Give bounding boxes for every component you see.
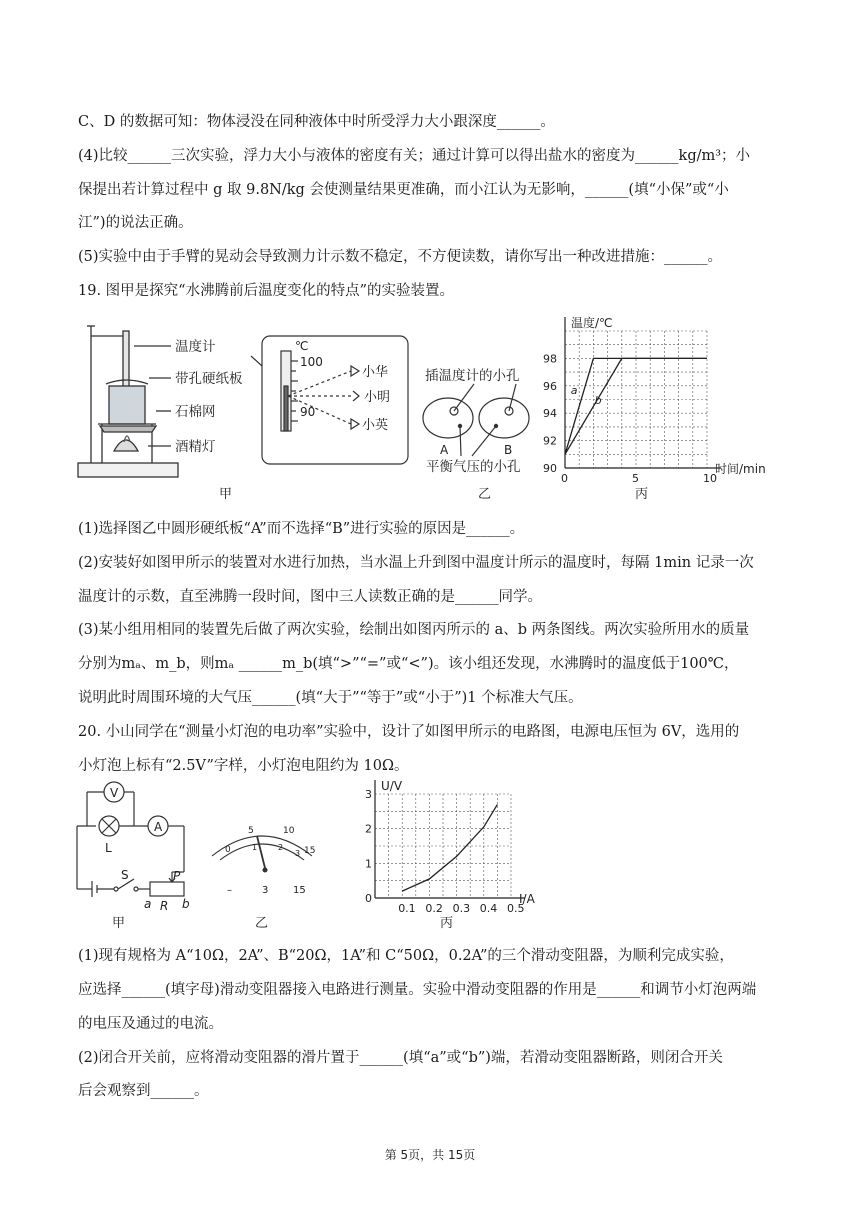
series-line <box>402 804 497 891</box>
text-line: (3)某小组用相同的装置先后做了两次实验，绘制出如图丙所示的 a、b 两条图线。两次实验所用水的质量 <box>78 622 750 638</box>
reader-xiaohua: 小华 <box>362 365 389 380</box>
label-cardboard: 带孔硬纸板 <box>175 371 243 387</box>
x-tick-label: 0.1 <box>398 902 416 915</box>
x-tick-label: 10 <box>703 472 717 485</box>
text-line: (1)现有规格为 A“10Ω，2A”、B“20Ω，1A”和 C“50Ω，0.2A”的三个滑动变阻器，为顺利完成实验， <box>78 948 734 964</box>
x-tick-label: 0.4 <box>479 902 498 915</box>
label-alcohol-lamp: 酒精灯 <box>175 439 216 455</box>
caption-bing: 丙 <box>440 916 454 931</box>
dial-tick-15: 15 <box>304 846 316 856</box>
y-tick-label: 96 <box>543 379 557 393</box>
text-line: 温度计的示数，直至沸腾一段时间，图中三人读数正确的是______同学。 <box>78 589 542 605</box>
circuit-diagram <box>77 782 184 897</box>
caption-bing: 丙 <box>635 487 649 502</box>
y-tick-label: 90 <box>543 462 557 475</box>
dial-inner-1: 1 <box>252 843 258 852</box>
slider-label: P <box>173 869 181 883</box>
text-line: 小灯泡上标有“2.5V”字样，小灯泡电阻约为 10Ω。 <box>78 758 409 774</box>
end-b-label: b <box>182 897 190 911</box>
board-b: B <box>504 443 513 457</box>
x-tick-label: 5 <box>632 472 639 485</box>
x-tick-label: 0 <box>561 472 568 485</box>
dial-tick-0: 0 <box>225 845 231 855</box>
voltmeter-symbol: V <box>110 786 119 800</box>
figure-20 <box>72 776 542 932</box>
reader-xiaoming: 小明 <box>364 390 391 405</box>
text-line: 保提出若计算过程中 g 取 9.8N/kg 会使测量结果更准确，而小江认为无影响，______(填“小保”或“小 <box>78 182 729 198</box>
y-tick-label: 92 <box>543 434 557 448</box>
series-label: b <box>594 394 602 408</box>
text-line: 分别为mₐ、m_b，则mₐ ______m_b(填“>”“=”或“<”)。该小组还发现，水沸腾时的温度低于100℃， <box>78 656 739 672</box>
x-tick-label: 0.2 <box>425 902 443 915</box>
question-20-heading: 20. 小山同学在“测量小灯泡的电功率”实验中，设计了如图甲所示的电路图，电源电压恒为 6V，选用的 <box>78 724 740 740</box>
text-line: 应选择______(填字母)滑动变阻器接入电路进行测量。实验中滑动变阻器的作用是______和调节小灯泡两端 <box>78 982 757 998</box>
zoom-unit: ℃ <box>295 339 309 353</box>
text-line: (2)安装好如图甲所示的装置对水进行加热，当水温上升到图中温度计所示的温度时，每隔 1min 记录一次 <box>78 555 754 571</box>
ammeter-symbol: A <box>154 820 163 834</box>
label-vent-hole: 平衡气压的小孔 <box>426 459 521 475</box>
end-a-label: a <box>144 897 152 911</box>
terminal-15: 15 <box>293 885 306 896</box>
dial-tick-5: 5 <box>248 826 254 836</box>
text-line: 的电压及通过的电流。 <box>78 1016 223 1032</box>
text-line: (1)选择图乙中圆形硬纸板“A”而不选择“B”进行实验的原因是______。 <box>78 521 525 537</box>
switch-label: S <box>121 868 129 882</box>
label-hole: 插温度计的小孔 <box>425 368 520 384</box>
temperature-chart <box>543 315 766 485</box>
terminal-negative: – <box>227 885 232 896</box>
boiling-apparatus <box>78 326 178 477</box>
cardboard-boards <box>423 384 529 456</box>
terminal-3: 3 <box>262 885 269 896</box>
reader-xiaoying: 小英 <box>362 418 389 433</box>
text-line: (2)闭合开关前，应将滑动变阻器的滑片置于______(填“a”或“b”)端，若滑动变阻器断路，则闭合开关 <box>78 1050 723 1066</box>
y-tick-label: 0 <box>365 892 372 905</box>
zoom-scale-90: 90 <box>300 405 316 419</box>
resistor-label: R <box>160 899 169 913</box>
text-line: C、D 的数据可知：物体浸没在同种液体中时所受浮力大小跟深度______。 <box>78 114 555 130</box>
series-label: a <box>570 384 578 398</box>
y-tick-label: 3 <box>365 788 372 801</box>
x-axis-label: I/A <box>519 892 535 906</box>
x-axis-label: 时间/min <box>715 462 766 476</box>
dial-tick-10: 10 <box>283 826 295 836</box>
caption-yi: 乙 <box>255 916 269 931</box>
text-line: 后会观察到______。 <box>78 1083 209 1099</box>
voltage-current-chart <box>365 779 536 915</box>
text-line: 说明此时周围环境的大气压______(填“大于”“等于”或“小于”)1 个标准大气压。 <box>78 690 583 706</box>
y-axis-label: 温度/℃ <box>571 316 613 330</box>
y-tick-label: 94 <box>543 407 557 421</box>
label-thermometer: 温度计 <box>175 339 216 355</box>
caption-jia: 甲 <box>112 916 126 931</box>
x-tick-label: 0.5 <box>507 902 525 915</box>
figure-19 <box>76 306 796 506</box>
caption-jia: 甲 <box>219 487 233 502</box>
page-footer: 第 5页，共 15页 <box>384 1148 476 1162</box>
text-line: (4)比较______三次实验，浮力大小与液体的密度有关；通过计算可以得出盐水的密度为______kg/m³；小 <box>78 148 751 164</box>
board-a: A <box>440 443 449 457</box>
lamp-label: L <box>105 841 112 855</box>
dial-inner-3: 3 <box>295 849 301 858</box>
zoom-scale-100: 100 <box>300 355 323 369</box>
label-asbestos-net: 石棉网 <box>175 404 216 420</box>
text-line: (5)实验中由于手臂的晃动会导致测力计示数不稳定，不方便读数，请你写出一种改进措施：______。 <box>78 249 723 265</box>
y-axis-label: U/V <box>381 779 403 793</box>
text-line: 江”)的说法正确。 <box>78 215 193 231</box>
question-19-heading: 19. 图甲是探究“水沸腾前后温度变化的特点”的实验装置。 <box>78 283 454 299</box>
caption-yi: 乙 <box>478 487 492 502</box>
y-tick-label: 98 <box>543 352 557 366</box>
x-tick-label: 0.3 <box>452 902 471 915</box>
dial-inner-2: 2 <box>278 843 284 852</box>
y-tick-label: 2 <box>365 822 372 836</box>
y-tick-label: 1 <box>365 857 372 871</box>
